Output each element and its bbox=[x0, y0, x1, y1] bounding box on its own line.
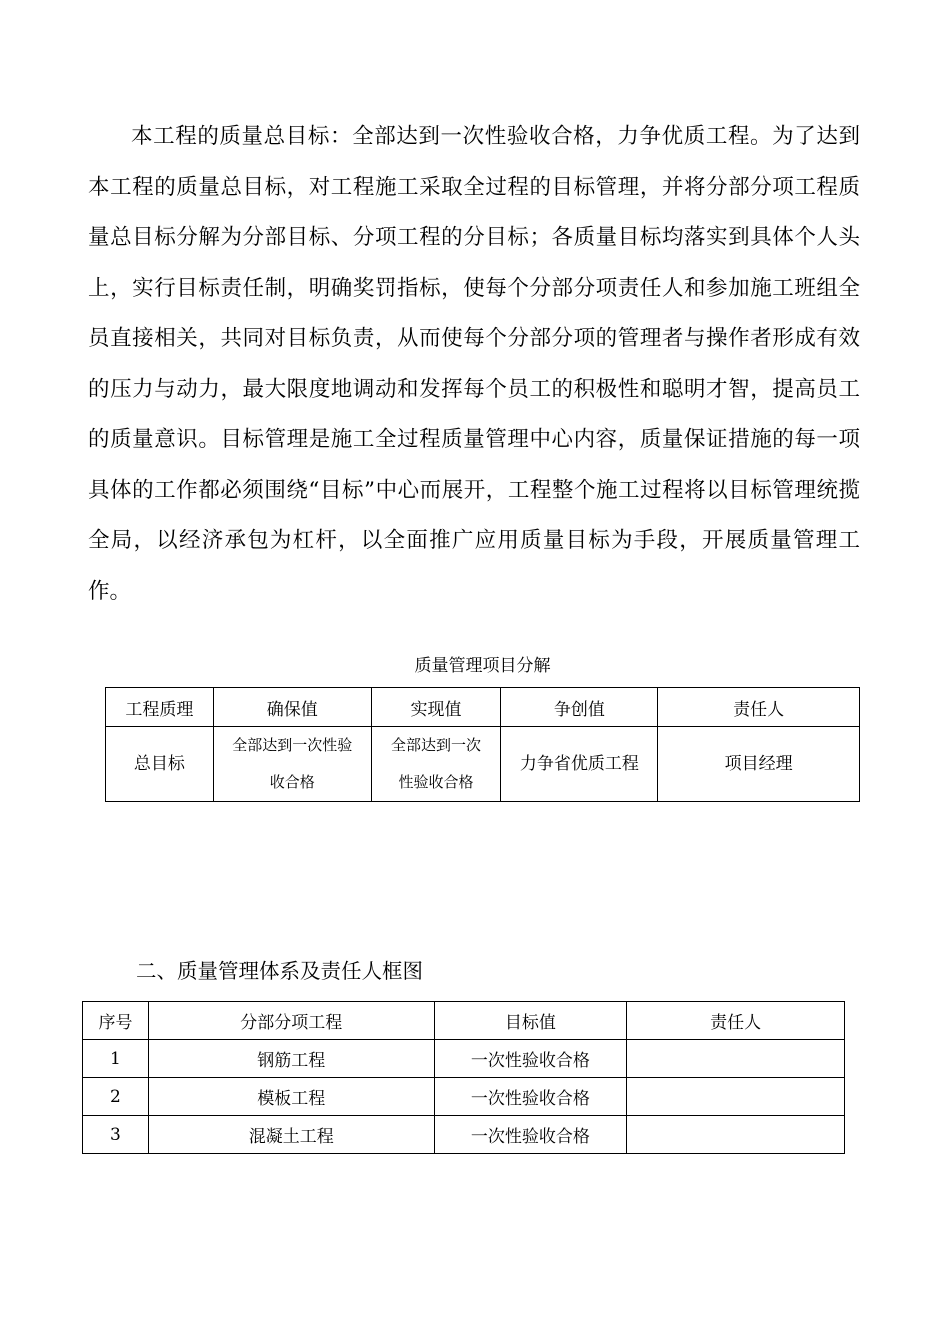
row-number-cell: 1 bbox=[83, 1040, 149, 1078]
header-cell: 争创值 bbox=[501, 688, 658, 727]
section-heading: 二、质量管理体系及责任人框图 bbox=[136, 959, 423, 983]
ensure-value-line: 全部达到一次性验 bbox=[232, 736, 353, 754]
owner-cell: 项目经理 bbox=[658, 727, 860, 802]
responsibility-table bbox=[82, 1001, 845, 1154]
item-cell: 钢筋工程 bbox=[148, 1040, 434, 1078]
header-cell: 目标值 bbox=[434, 1002, 627, 1040]
header-cell: 确保值 bbox=[213, 688, 371, 727]
owner-cell bbox=[627, 1116, 845, 1154]
table-caption: 质量管理项目分解 bbox=[414, 656, 551, 676]
table-header-row bbox=[83, 1002, 845, 1040]
achieve-value-cell bbox=[371, 727, 501, 802]
target-cell: 一次性验收合格 bbox=[434, 1040, 627, 1078]
target-cell: 一次性验收合格 bbox=[434, 1078, 627, 1116]
achieve-value-line: 全部达到一次 bbox=[391, 736, 482, 754]
header-cell: 工程质理 bbox=[106, 688, 214, 727]
strive-value-cell: 力争省优质工程 bbox=[501, 727, 658, 802]
row-number-cell: 2 bbox=[83, 1078, 149, 1116]
table-row bbox=[83, 1116, 845, 1154]
row-number-cell: 3 bbox=[83, 1116, 149, 1154]
table-header-row bbox=[106, 688, 860, 727]
owner-cell bbox=[627, 1078, 845, 1116]
owner-cell bbox=[627, 1040, 845, 1078]
quality-breakdown-table bbox=[105, 687, 860, 802]
item-cell: 混凝土工程 bbox=[148, 1116, 434, 1154]
item-cell: 模板工程 bbox=[148, 1078, 434, 1116]
table-row bbox=[83, 1078, 845, 1116]
body-paragraph: 本工程的质量总目标：全部达到一次性验收合格，力争优质工程。为了达到本工程的质量总目标，对工程施工采取全过程的目标管理，并将分部分项工程质量总目标分解为分部目标、分项工程的分目标；各质量目标均落实到具体个人头上，实行目标责任制，明确奖罚指标，使每个分部分项责任人和参加施工班组全员直接相关，共同对目标负责，从而使每个分部分项的管理者与操作者形成有效的压力与动力，最大限度地调动和发挥每个员工的积极性和聪明才智，提高员工的质量意识。目标管理是施工全过程质量管理中心内容，质量保证措施的每一项具体的工作都必须围绕“目标”中心而展开，工程整个施工过程将以目标管理统揽全局，以经济承包为杠杆，以全面推广应用质量目标为手段，开展质量管理工作。 bbox=[88, 124, 860, 604]
target-cell: 一次性验收合格 bbox=[434, 1116, 627, 1154]
ensure-value-cell bbox=[213, 727, 371, 802]
header-cell: 分部分项工程 bbox=[148, 1002, 434, 1040]
table-row bbox=[83, 1040, 845, 1078]
header-cell: 实现值 bbox=[371, 688, 501, 727]
achieve-value-line: 性验收合格 bbox=[398, 773, 474, 791]
header-cell: 责任人 bbox=[658, 688, 860, 727]
ensure-value-line: 收合格 bbox=[269, 773, 315, 791]
header-cell: 责任人 bbox=[627, 1002, 845, 1040]
row-name-cell: 总目标 bbox=[106, 727, 214, 802]
header-cell: 序号 bbox=[83, 1002, 149, 1040]
table-row bbox=[106, 727, 860, 802]
